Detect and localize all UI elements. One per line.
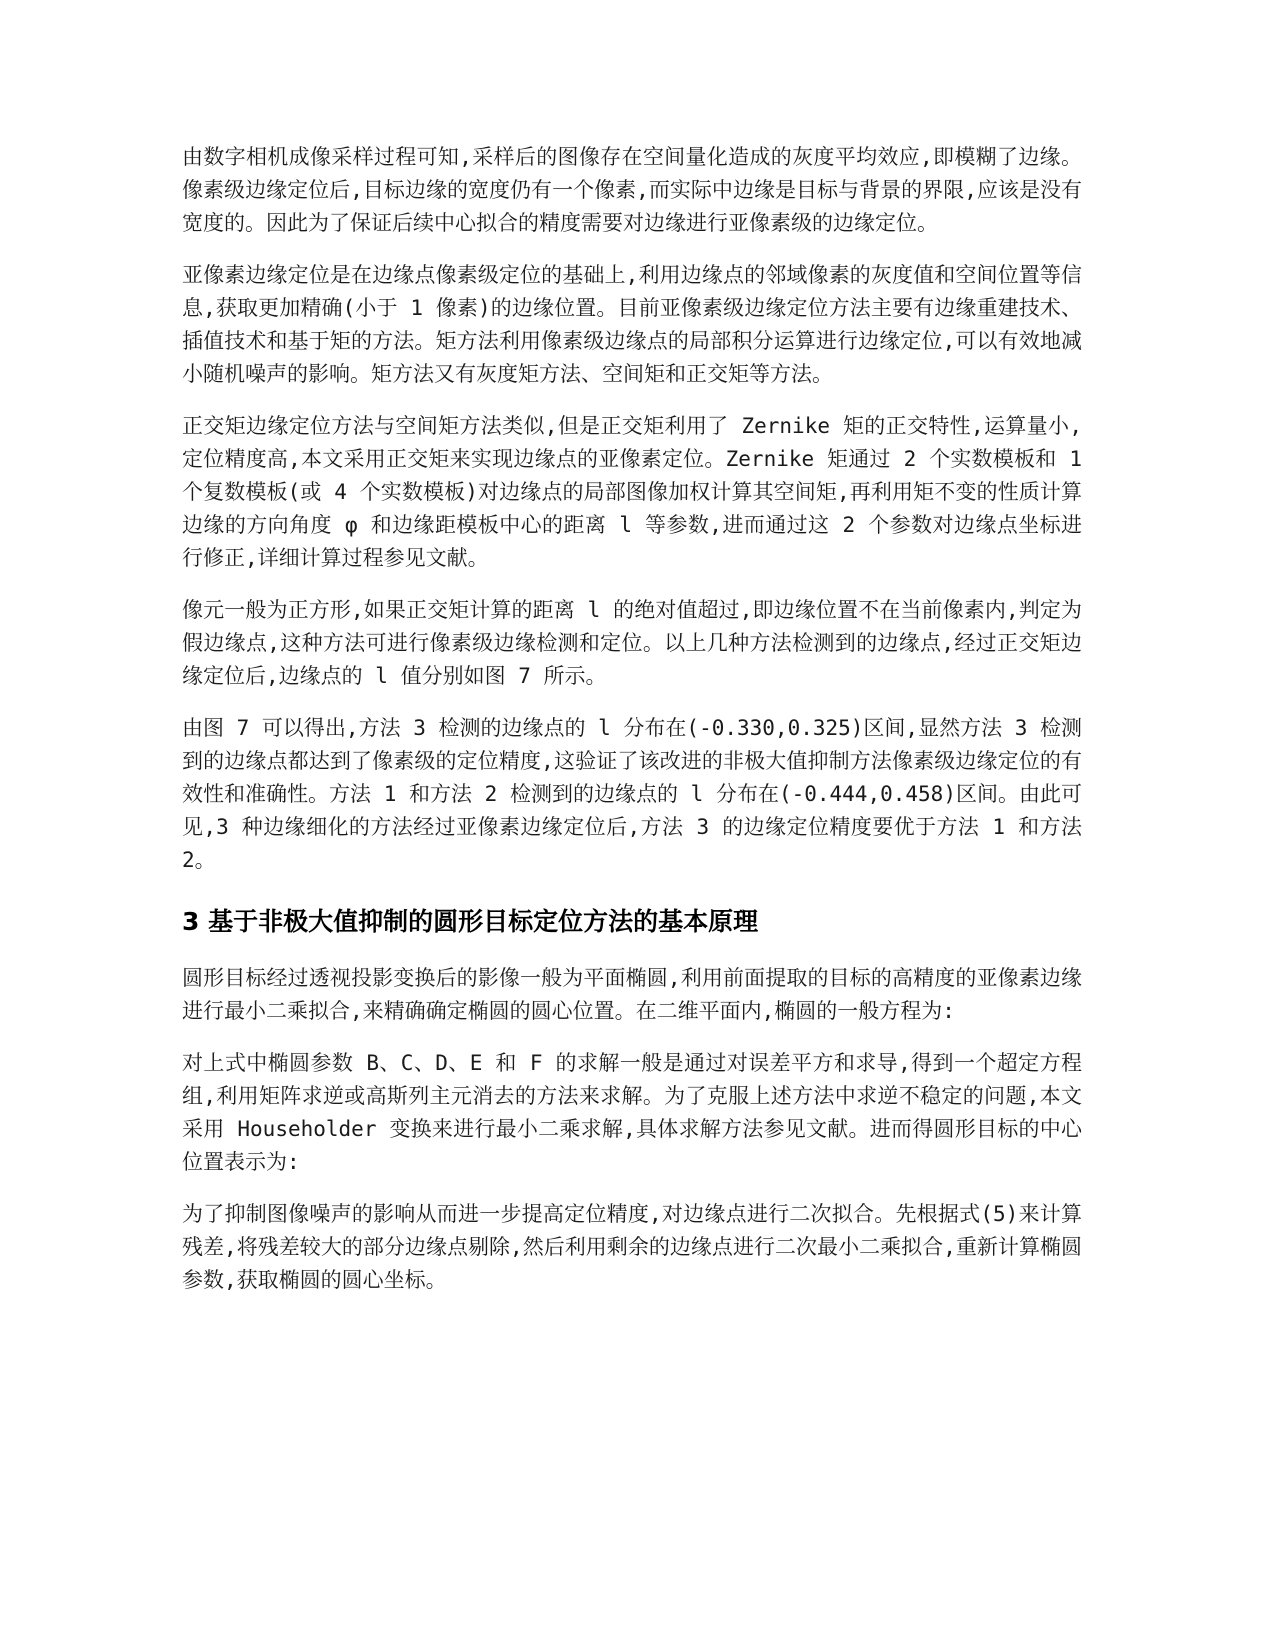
paragraph-householder: 对上式中椭圆参数 B、C、D、E 和 F 的求解一般是通过对误差平方和求导,得到一个超定方程组,利用矩阵求逆或高斯列主元消去的方法来求解。为了克服上述方法中求逆不稳定的问题,本文采用 Householder 变换来进行最小二乘求解,具体求解方法参见文献。进而得圆形目标的中心位置表示为: (182, 1051, 1082, 1174)
paragraph-ellipse-fitting: 圆形目标经过透视投影变换后的影像一般为平面椭圆,利用前面提取的目标的高精度的亚像素边缘进行最小二乘拟合,来精确确定椭圆的圆心位置。在二维平面内,椭圆的一般方程为: (182, 966, 1082, 1023)
document-body (182, 141, 1082, 1316)
section-heading: 3 基于非极大值抑制的圆形目标定位方法的基本原理 (182, 907, 759, 936)
paragraph-zernike-moments: 正交矩边缘定位方法与空间矩方法类似,但是正交矩利用了 Zernike 矩的正交特性,运算量小,定位精度高,本文采用正交矩来实现边缘点的亚像素定位。Zernike 矩通过 2 个实数模板和 1 个复数模板(或 4 个实数模板)对边缘点的局部图像加权计算其空间矩,再利用矩不变的性质计算边缘的方向角度 φ 和边缘距模板中心的距离 l 等参数,进而通过这 2 个参数对边缘点坐标进行修正,详细计算过程参见文献。 (182, 414, 1082, 570)
paragraph-second-fit: 为了抑制图像噪声的影响从而进一步提高定位精度,对边缘点进行二次拟合。先根据式(5)来计算残差,将残差较大的部分边缘点剔除,然后利用剩余的边缘点进行二次最小二乘拟合,重新计算椭圆参数,获取椭圆的圆心坐标。 (182, 1202, 1082, 1292)
paragraph-figure-7-analysis: 由图 7 可以得出,方法 3 检测的边缘点的 l 分布在(-0.330,0.325)区间,显然方法 3 检测到的边缘点都达到了像素级的定位精度,这验证了该改进的非极大值抑制方法像素级边缘定位的有效性和准确性。方法 1 和方法 2 检测到的边缘点的 l 分布在(-0.444,0.458)区间。由此可见,3 种边缘细化的方法经过亚像素边缘定位后,方法 3 的边缘定位精度要优于方法 1 和方法 2。 (182, 716, 1083, 872)
paragraph-motion-blur: 由数字相机成像采样过程可知,采样后的图像存在空间量化造成的灰度平均效应,即模糊了边缘。像素级边缘定位后,目标边缘的宽度仍有一个像素,而实际中边缘是目标与背景的界限,应该是没有宽度的。因此为了保证后续中心拟合的精度需要对边缘进行亚像素级的边缘定位。 (182, 145, 1082, 235)
paragraph-subpixel-methods: 亚像素边缘定位是在边缘点像素级定位的基础上,利用边缘点的邻域像素的灰度值和空间位置等信息,获取更加精确(小于 1 像素)的边缘位置。目前亚像素级边缘定位方法主要有边缘重建技术、插值技术和基于矩的方法。矩方法利用像素级边缘点的局部积分运算进行边缘定位,可以有效地减小随机噪声的影响。矩方法又有灰度矩方法、空间矩和正交矩等方法。 (182, 263, 1082, 386)
paragraph-false-edge: 像元一般为正方形,如果正交矩计算的距离 l 的绝对值超过,即边缘位置不在当前像素内,判定为假边缘点,这种方法可进行像素级边缘检测和定位。以上几种方法检测到的边缘点,经过正交矩边缘定位后,边缘点的 l 值分别如图 7 所示。 (182, 598, 1082, 688)
